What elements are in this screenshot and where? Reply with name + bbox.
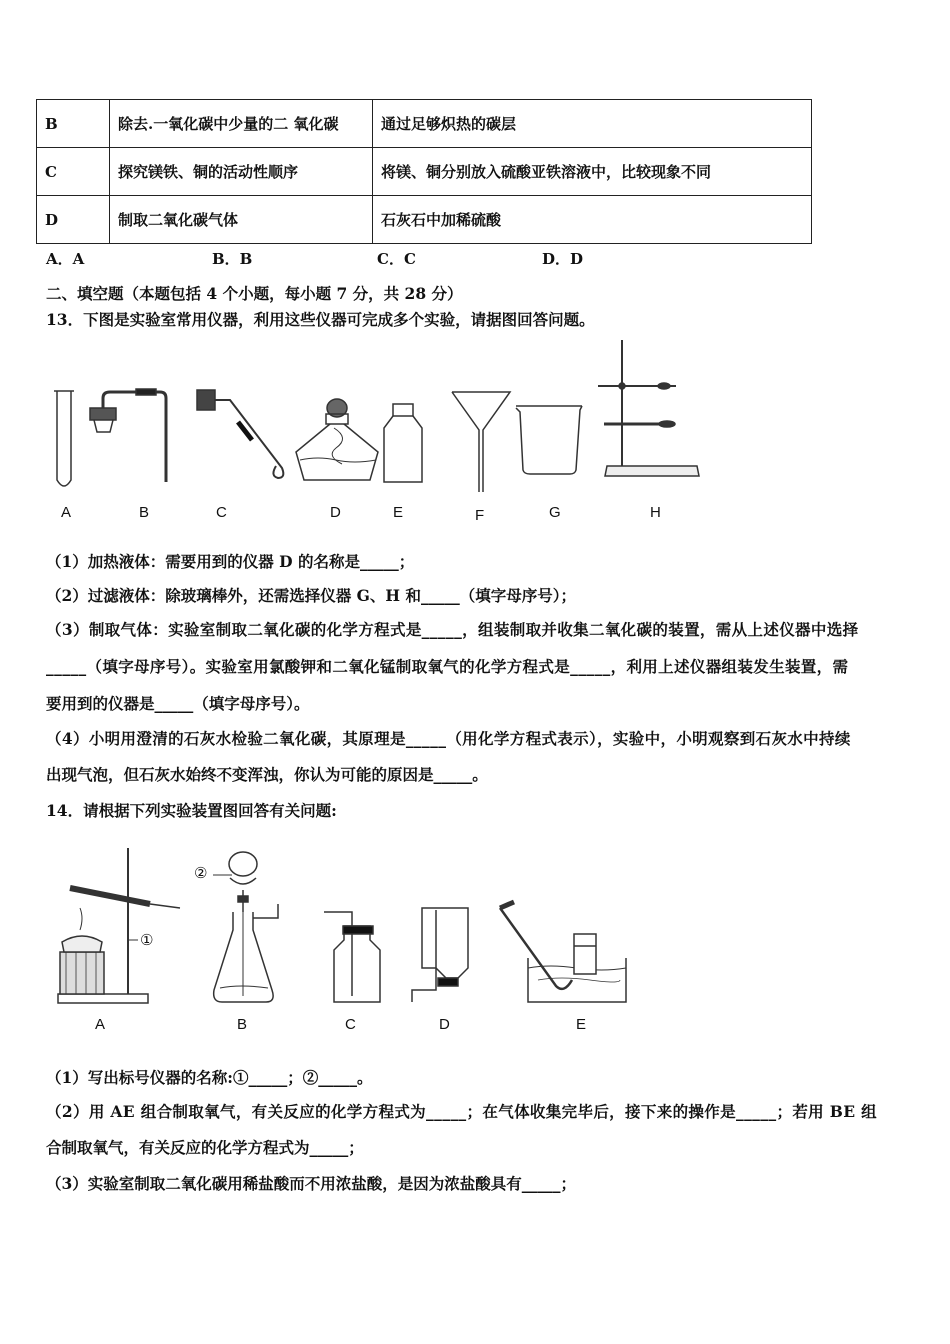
label-e: E xyxy=(393,504,404,521)
mark-2: ② xyxy=(194,865,208,882)
label-g: G xyxy=(549,504,561,521)
q14-p3: （3）实验室制取二氧化碳用稀盐酸而不用浓盐酸，是因为浓盐酸具有_____； xyxy=(46,1174,577,1193)
inverted-bottle-drawing xyxy=(412,908,468,1002)
label-c: C xyxy=(216,504,227,521)
choice-b: B．B xyxy=(212,250,253,268)
water-trough-drawing xyxy=(500,902,626,1002)
method-cell: 通过足够炽热的碳层 xyxy=(373,100,812,148)
label-c: C xyxy=(345,1016,356,1033)
option-cell: C xyxy=(37,148,110,196)
q14-p1: （1）写出标号仪器的名称:①_____；②_____。 xyxy=(46,1068,373,1087)
erlenmeyer-flask-drawing xyxy=(213,852,278,1002)
method-cell: 石灰石中加稀硫酸 xyxy=(373,196,812,244)
q13-p3c: 要用到的仪器是_____（填字母序号）。 xyxy=(46,694,310,713)
q14-p2b: 合制取氧气，有关反应的化学方程式为_____； xyxy=(46,1138,364,1157)
q13-p3a: （3）制取气体：实验室制取二氧化碳的化学方程式是_____，组装制取并收集二氧化碳的装置，需从上述仪器中选择 xyxy=(46,620,859,639)
gas-bottle-drawing xyxy=(324,912,380,1002)
heating-apparatus-drawing xyxy=(58,848,180,1003)
label-e: E xyxy=(576,1016,587,1033)
label-d: D xyxy=(439,1016,450,1033)
purpose-cell: 制取二氧化碳气体 xyxy=(110,196,373,244)
q13-p2: （2）过滤液体：除玻璃棒外，还需选择仪器 G、H 和_____（填字母序号）； xyxy=(46,586,576,605)
option-cell: B xyxy=(37,100,110,148)
q13-p3b: _____（填字母序号）。实验室用氯酸钾和二氧化锰制取氧气的化学方程式是_____，利用上述仪器组装发生装置，需 xyxy=(46,657,849,676)
q13-p1: （1）加热液体：需要用到的仪器 D 的名称是_____； xyxy=(46,552,415,571)
mark-1: ① xyxy=(140,932,154,949)
choice-c: C．C xyxy=(377,250,416,268)
section-title: 二、填空题（本题包括 4 个小题，每小题 7 分，共 28 分） xyxy=(46,284,463,303)
q13-stem: 13．下图是实验室常用仪器，利用这些仪器可完成多个实验，请据图回答问题。 xyxy=(46,310,595,329)
purpose-cell: 探究镁铁、铜的活动性顺序 xyxy=(110,148,373,196)
purpose-cell: 除去.一氧化碳中少量的二 氧化碳 xyxy=(110,100,373,148)
q14-stem: 14．请根据下列实验装置图回答有关问题: xyxy=(46,801,337,820)
label-a: A xyxy=(95,1016,106,1033)
choice-a: A．A xyxy=(46,250,85,268)
option-cell: D xyxy=(37,196,110,244)
label-f: F xyxy=(475,507,485,524)
label-a: A xyxy=(61,504,72,521)
q14-p2a: （2）用 AE 组合制取氧气，有关反应的化学方程式为_____；在气体收集完毕后，接下来的操作是_____；若用 BE 组 xyxy=(46,1102,877,1121)
label-h: H xyxy=(650,504,661,521)
label-b: B xyxy=(237,1016,248,1033)
label-b: B xyxy=(139,504,150,521)
q13-p4b: 出现气泡，但石灰水始终不变浑浊，你认为可能的原因是_____。 xyxy=(46,765,488,784)
q13-p4a: （4）小明用澄清的石灰水检验二氧化碳，其原理是_____（用化学方程式表示），实验中，小明观察到石灰水中持续 xyxy=(46,729,851,748)
method-cell: 将镁、铜分别放入硫酸亚铁溶液中，比较现象不同 xyxy=(373,148,812,196)
label-d: D xyxy=(330,504,341,521)
choice-d: D．D xyxy=(542,250,584,268)
